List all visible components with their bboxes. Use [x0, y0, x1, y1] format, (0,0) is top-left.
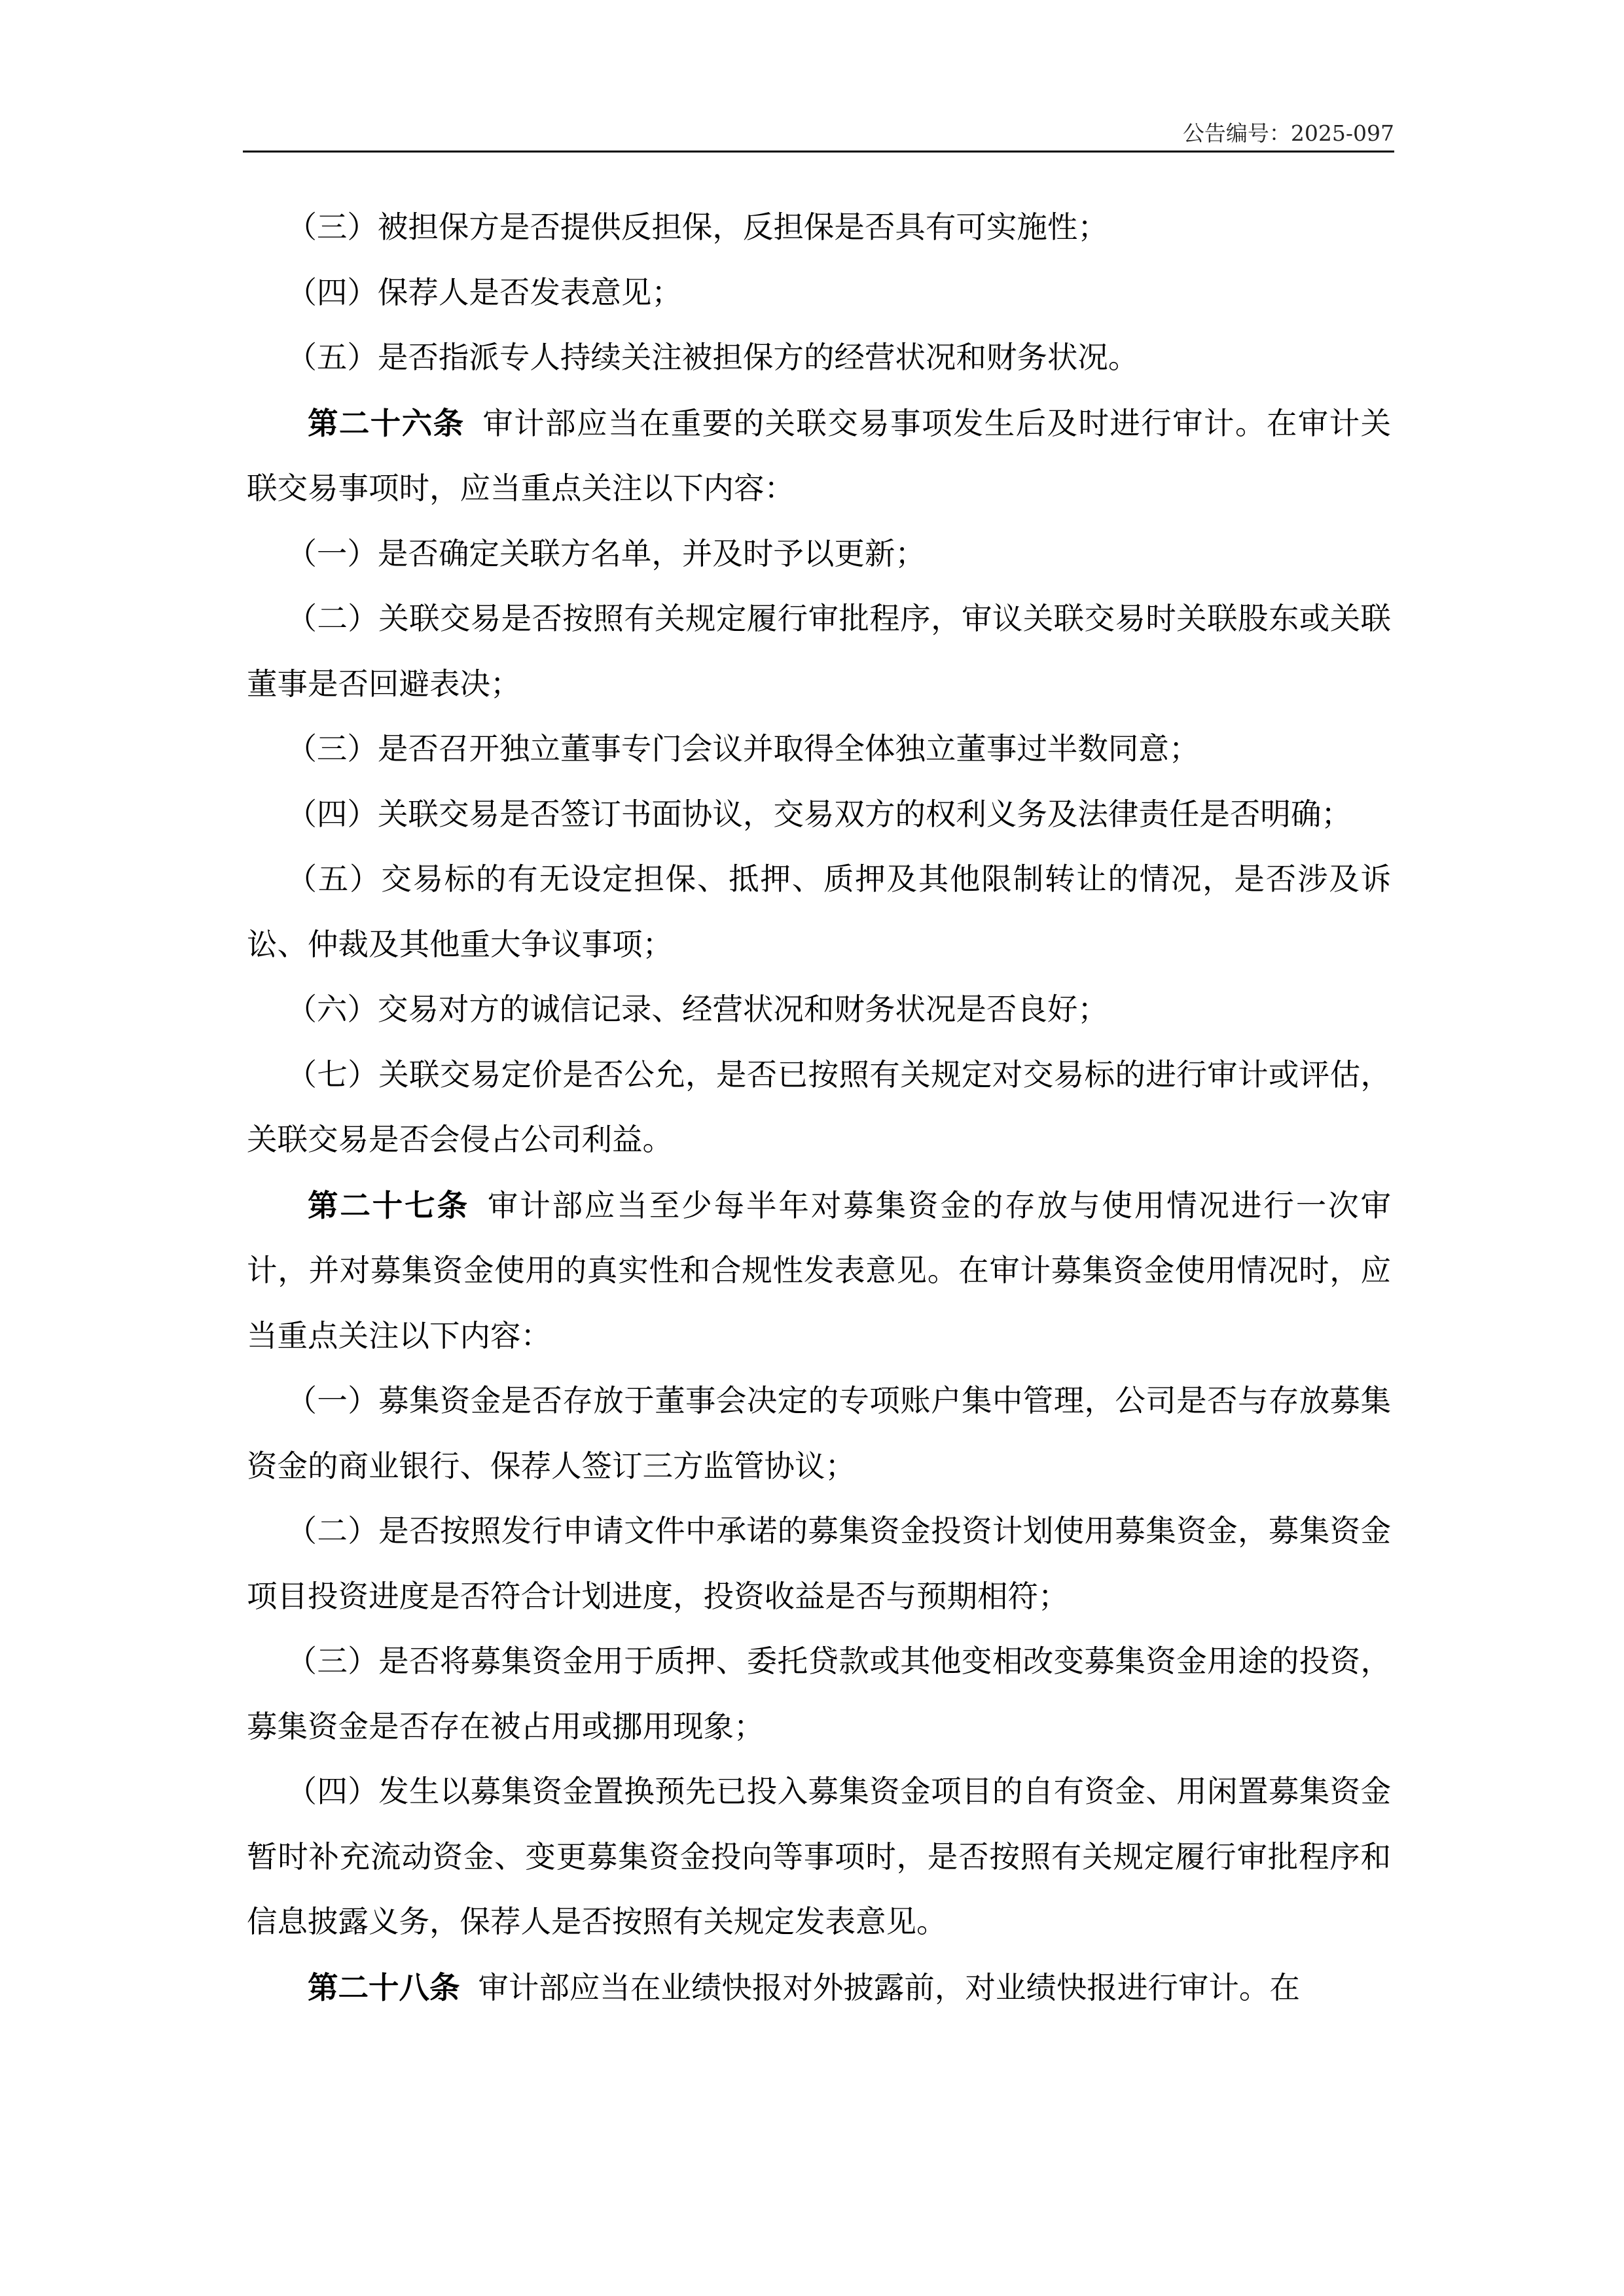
- announcement-number: 公告编号：2025-097: [1182, 120, 1394, 146]
- article-paragraph: [247, 1173, 1391, 1369]
- article-paragraph: [247, 391, 1391, 522]
- clause-paragraph: （四）发生以募集资金置换预先已投入募集资金项目的自有资金、用闲置募集资金暂时补充流动资金、变更募集资金投向等事项时，是否按照有关规定履行审批程序和信息披露义务，保荐人是否按照有关规定发表意见。: [247, 1774, 1391, 1939]
- clause-paragraph: （一）募集资金是否存放于董事会决定的专项账户集中管理，公司是否与存放募集资金的商业银行、保荐人签订三方监管协议；: [247, 1383, 1391, 1484]
- article-title: 第二十八条: [308, 1969, 460, 2005]
- clause-paragraph: （六）交易对方的诚信记录、经营状况和财务状况是否良好；: [286, 992, 1108, 1027]
- header-divider: [243, 151, 1394, 152]
- clause-paragraph: （四）关联交易是否签订书面协议，交易双方的权利义务及法律责任是否明确；: [286, 796, 1352, 832]
- clause-paragraph: （二）关联交易是否按照有关规定履行审批程序，审议关联交易时关联股东或关联董事是否回避表决；: [247, 601, 1391, 702]
- clause-paragraph: （七）关联交易定价是否公允，是否已按照有关规定对交易标的进行审计或评估，关联交易是否会侵占公司利益。: [247, 1056, 1391, 1157]
- clause-paragraph: （三）是否召开独立董事专门会议并取得全体独立董事过半数同意；: [286, 731, 1200, 766]
- article-paragraph: [247, 1955, 1391, 2021]
- clause-paragraph: （二）是否按照发行申请文件中承诺的募集资金投资计划使用募集资金，募集资金项目投资进度是否符合计划进度，投资收益是否与预期相符；: [247, 1513, 1391, 1614]
- clause-paragraph: （三）是否将募集资金用于质押、委托贷款或其他变相改变募集资金用途的投资，募集资金是否存在被占用或挪用现象；: [247, 1643, 1391, 1744]
- article-text: 审计部应当在重要的关联交易事项发生后及时进行审计。在审计关联交易事项时，应当重点关注以下内容：: [247, 405, 1392, 506]
- article-title: 第二十七条: [308, 1187, 469, 1223]
- clause-paragraph: （五）交易标的有无设定担保、抵押、质押及其他限制转让的情况，是否涉及诉讼、仲裁及其他重大争议事项；: [247, 861, 1391, 962]
- clause-paragraph: （一）是否确定关联方名单，并及时予以更新；: [286, 535, 926, 571]
- article-title: 第二十六条: [308, 404, 465, 441]
- clause-paragraph: （五）是否指派专人持续关注被担保方的经营状况和财务状况。: [286, 340, 1139, 375]
- clause-paragraph: （三）被担保方是否提供反担保，反担保是否具有可实施性；: [286, 209, 1108, 245]
- article-text: 审计部应当至少每半年对募集资金的存放与使用情况进行一次审计，并对募集资金使用的真实性和合规性发表意见。在审计募集资金使用情况时，应当重点关注以下内容：: [247, 1187, 1392, 1354]
- article-text: 审计部应当在业绩快报对外披露前，对业绩快报进行审计。在: [478, 1969, 1300, 2005]
- clause-paragraph: （四）保荐人是否发表意见；: [286, 274, 682, 310]
- document-body: [247, 195, 1391, 2020]
